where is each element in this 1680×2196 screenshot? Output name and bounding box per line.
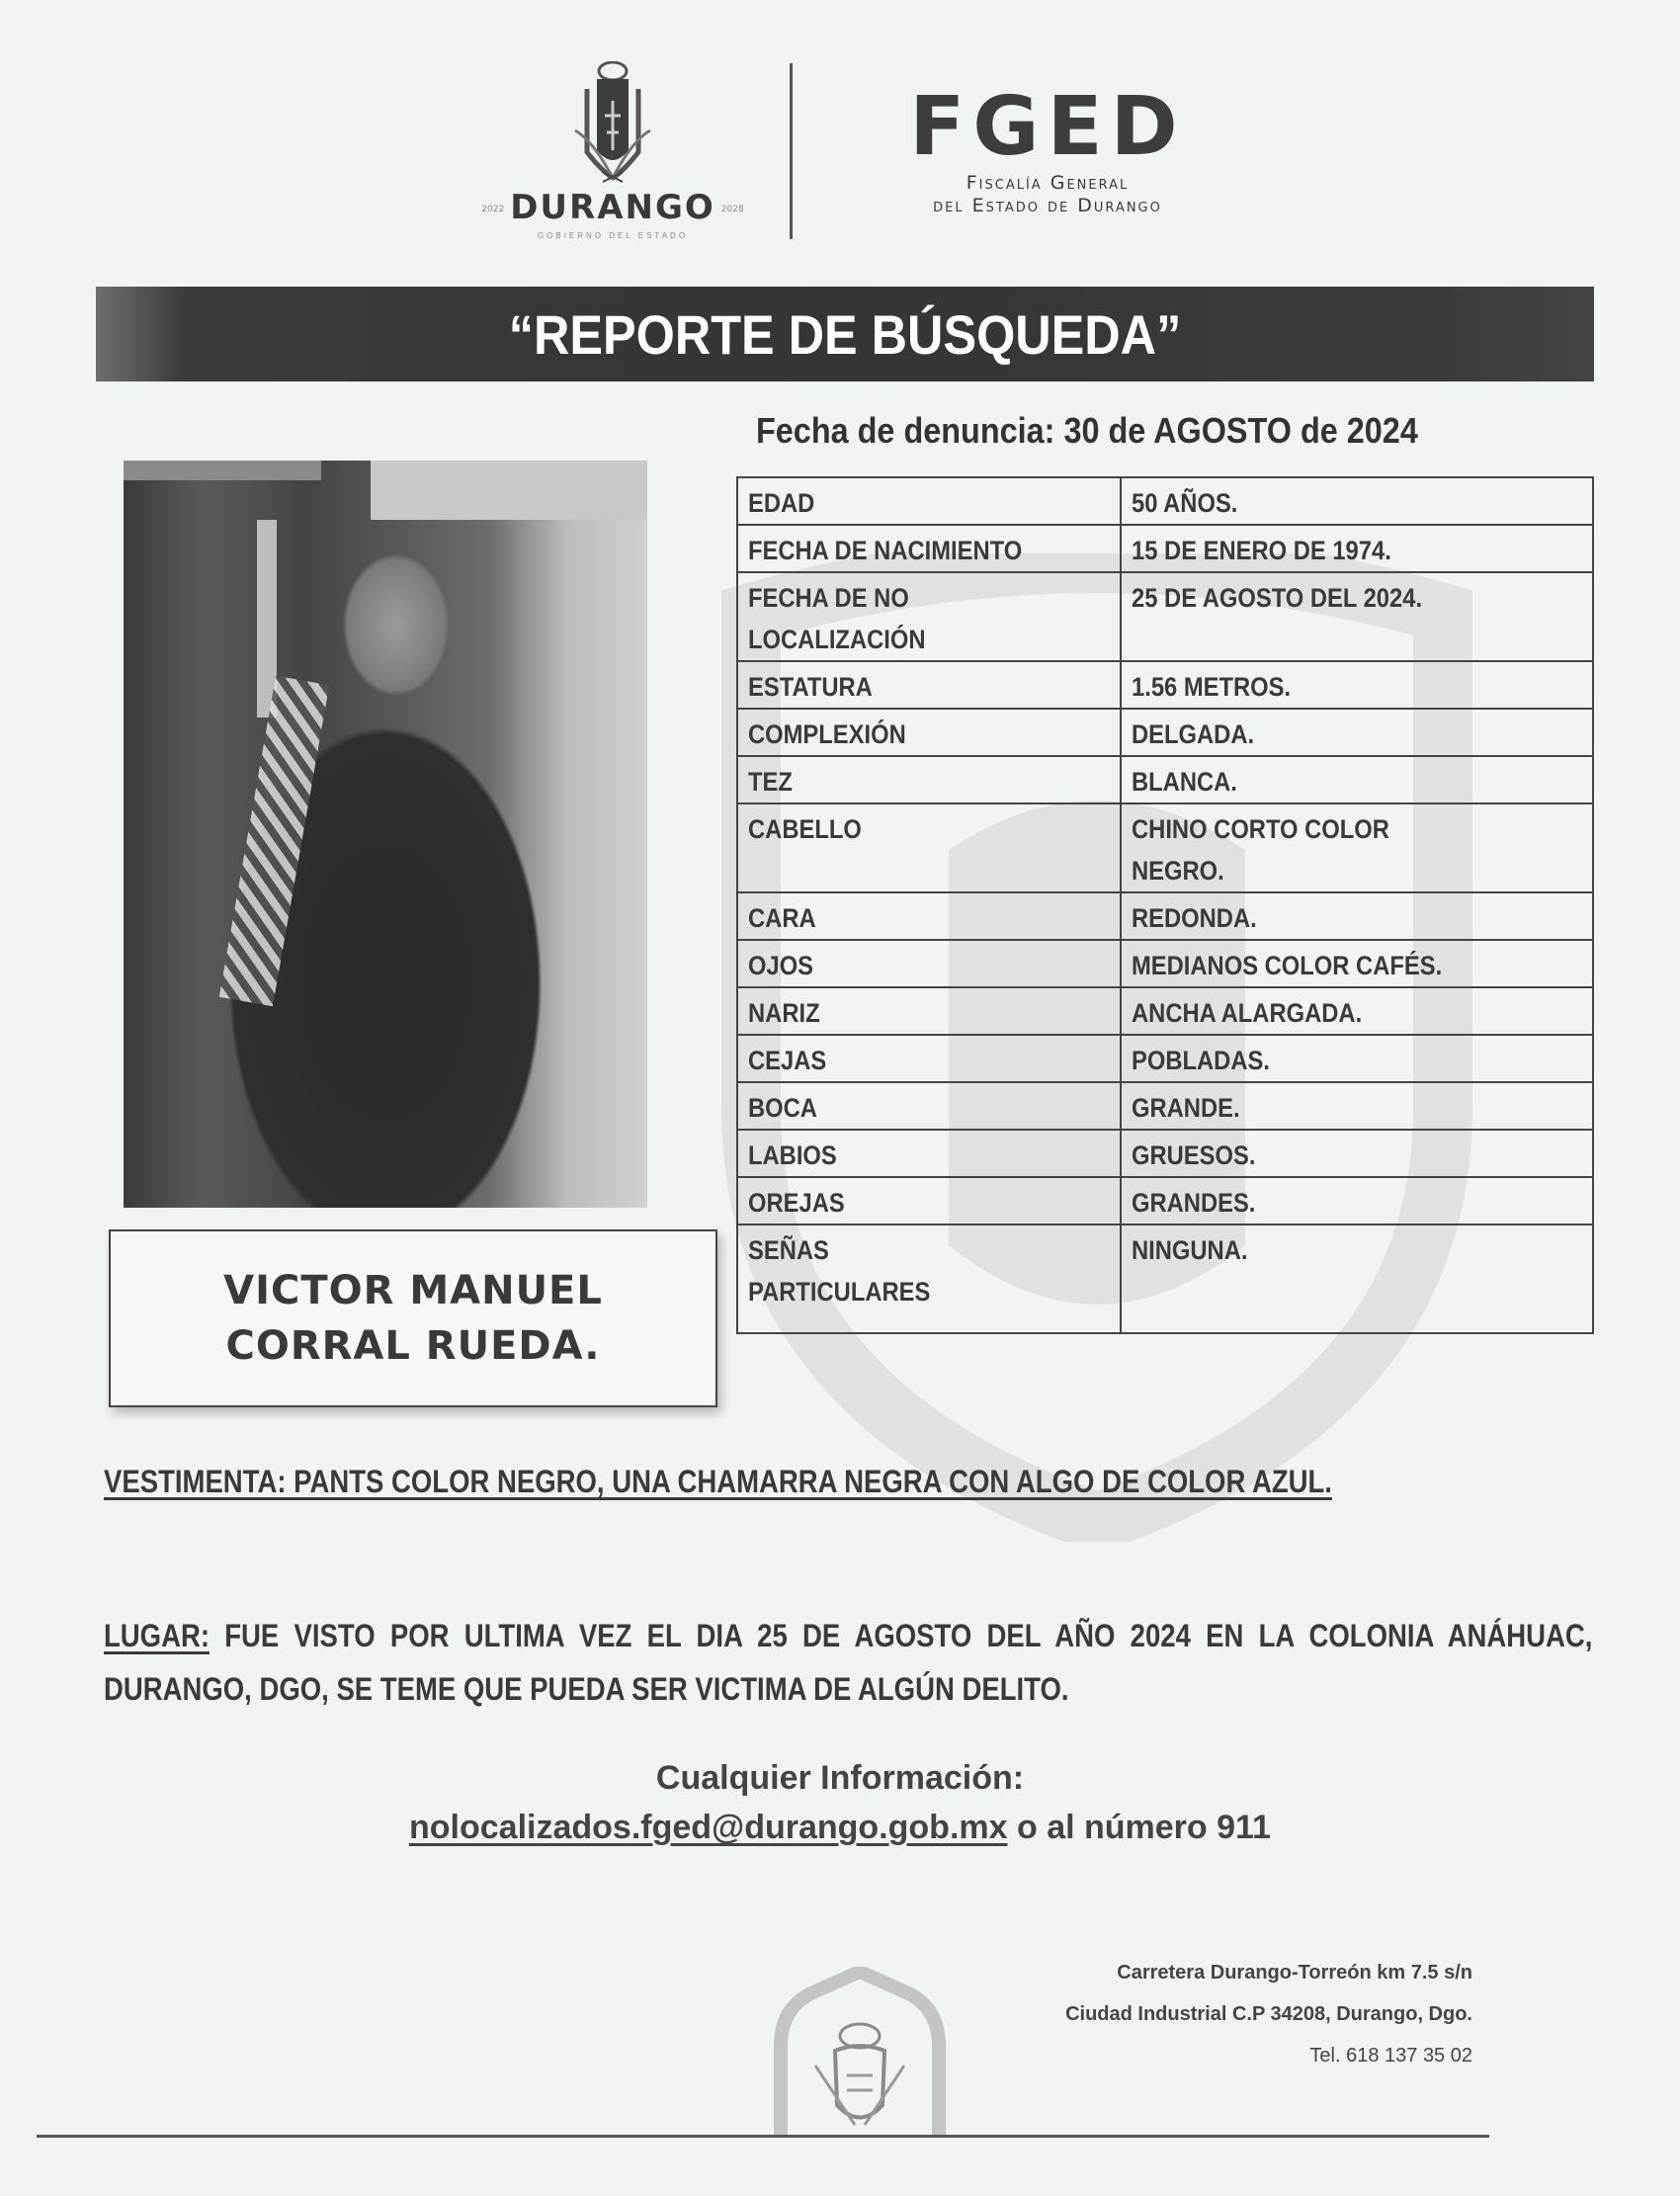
details-label-cell bbox=[737, 572, 1121, 661]
title-banner bbox=[96, 287, 1594, 381]
details-label-cell bbox=[737, 1177, 1121, 1225]
details-row bbox=[737, 1177, 1593, 1225]
fged-subtitle-line1: Fiscalía General bbox=[966, 172, 1130, 194]
details-label-cell bbox=[737, 477, 1121, 525]
durango-government-logo bbox=[455, 61, 771, 244]
details-label-cell bbox=[737, 987, 1121, 1035]
details-row bbox=[737, 1130, 1593, 1177]
details-label-cell bbox=[737, 756, 1121, 803]
details-row bbox=[737, 525, 1593, 572]
details-label: NARIZ bbox=[748, 998, 820, 1028]
details-row bbox=[737, 987, 1593, 1035]
details-value-cell bbox=[1121, 477, 1593, 525]
details-value: BLANCA. bbox=[1132, 767, 1237, 797]
person-name-box bbox=[109, 1229, 717, 1407]
details-label-cell bbox=[737, 803, 1121, 892]
address-line2: Ciudad Industrial C.P 34208, Durango, Dgo. bbox=[1065, 2003, 1472, 2025]
details-label-cell bbox=[737, 1035, 1121, 1082]
footer-address bbox=[1065, 1952, 1472, 2076]
details-value-cell bbox=[1121, 1177, 1593, 1225]
report-date: Fecha de denuncia: 30 de AGOSTO de 2024 bbox=[756, 410, 1418, 451]
details-value-cell bbox=[1121, 987, 1593, 1035]
details-value: REDONDA. bbox=[1132, 903, 1257, 933]
details-value-cell bbox=[1121, 940, 1593, 987]
details-label-cell bbox=[737, 525, 1121, 572]
details-label: CEJAS bbox=[748, 1046, 827, 1075]
contact-phone-text: o al número 911 bbox=[1007, 1809, 1271, 1846]
person-details-table bbox=[736, 476, 1594, 1334]
details-value: CHINO CORTO COLOR NEGRO. bbox=[1132, 814, 1389, 886]
details-label-cell bbox=[737, 892, 1121, 940]
durango-wordmark-text: DURANGO bbox=[510, 188, 715, 227]
details-value-cell bbox=[1121, 756, 1593, 803]
photo-background-detail bbox=[371, 461, 647, 520]
footer-phone: Tel. 618 137 35 02 bbox=[1309, 2045, 1472, 2067]
details-value: DELGADA. bbox=[1132, 719, 1255, 749]
details-label: SEÑAS PARTICULARES bbox=[748, 1235, 931, 1307]
details-label: OREJAS bbox=[748, 1188, 845, 1218]
fged-subtitle-line2: del Estado de Durango bbox=[933, 195, 1162, 216]
details-row bbox=[737, 709, 1593, 756]
details-value: 15 DE ENERO DE 1974. bbox=[1132, 536, 1391, 565]
year-right: 2028 bbox=[720, 204, 744, 214]
details-row bbox=[737, 940, 1593, 987]
details-row bbox=[737, 756, 1593, 803]
photo-background-detail bbox=[124, 461, 321, 480]
details-label: EDAD bbox=[748, 488, 815, 518]
details-label: TEZ bbox=[748, 767, 793, 797]
details-row bbox=[737, 661, 1593, 709]
details-value: GRUESOS. bbox=[1132, 1140, 1256, 1170]
details-value-cell bbox=[1121, 572, 1593, 661]
contact-email-link[interactable]: nolocalizados.fged@durango.gob.mx bbox=[409, 1809, 1008, 1846]
year-left: 2022 bbox=[481, 204, 505, 214]
details-label: COMPLEXIÓN bbox=[748, 719, 906, 749]
details-row bbox=[737, 572, 1593, 661]
details-value: ANCHA ALARGADA. bbox=[1132, 998, 1363, 1028]
details-label-cell bbox=[737, 1082, 1121, 1130]
details-value-cell bbox=[1121, 892, 1593, 940]
details-row bbox=[737, 803, 1593, 892]
details-value: 1.56 METROS. bbox=[1132, 672, 1292, 702]
details-label-cell bbox=[737, 1225, 1121, 1333]
details-value: GRANDE. bbox=[1132, 1093, 1240, 1123]
fged-subtitle bbox=[850, 172, 1245, 217]
details-label: FECHA DE NO LOCALIZACIÓN bbox=[748, 583, 926, 654]
last-seen-paragraph bbox=[104, 1609, 1592, 1716]
details-value: 50 AÑOS. bbox=[1132, 488, 1238, 518]
contact-heading: Cualquier Información: bbox=[655, 1759, 1025, 1797]
details-value-cell bbox=[1121, 525, 1593, 572]
person-name: VICTOR MANUEL CORRAL RUEDA. bbox=[223, 1268, 603, 1369]
details-value-cell bbox=[1121, 803, 1593, 892]
durango-wordmark bbox=[455, 188, 771, 227]
details-label: FECHA DE NACIMIENTO bbox=[748, 536, 1023, 565]
details-value-cell bbox=[1121, 661, 1593, 709]
details-row bbox=[737, 1082, 1593, 1130]
person-photo bbox=[124, 461, 647, 1208]
photo-scarf-detail bbox=[219, 676, 329, 1007]
details-row bbox=[737, 477, 1593, 525]
details-label-cell bbox=[737, 661, 1121, 709]
details-row bbox=[737, 1225, 1593, 1333]
durango-crest-icon bbox=[563, 61, 662, 185]
details-value: NINGUNA. bbox=[1132, 1235, 1248, 1265]
location-label: LUGAR: bbox=[104, 1618, 210, 1653]
header-divider bbox=[790, 63, 793, 239]
details-label-cell bbox=[737, 940, 1121, 987]
footer-divider bbox=[37, 2135, 1489, 2138]
details-table-body bbox=[737, 477, 1593, 1333]
details-label: CABELLO bbox=[748, 814, 862, 844]
details-value-cell bbox=[1121, 1130, 1593, 1177]
details-row bbox=[737, 1035, 1593, 1082]
details-value: MEDIANOS COLOR CAFÉS. bbox=[1132, 951, 1443, 980]
last-seen-location bbox=[104, 1609, 1596, 1716]
details-label-cell bbox=[737, 1130, 1121, 1177]
details-label: LABIOS bbox=[748, 1140, 837, 1170]
details-value: 25 DE AGOSTO DEL 2024. bbox=[1132, 583, 1423, 613]
details-label: BOCA bbox=[748, 1093, 817, 1123]
durango-subtitle: GOBIERNO DEL ESTADO bbox=[537, 231, 689, 240]
details-value: GRANDES. bbox=[1132, 1188, 1256, 1218]
clothing-description bbox=[104, 1455, 1596, 1508]
page-title: “REPORTE DE BÚSQUEDA” bbox=[508, 302, 1182, 366]
details-value-cell bbox=[1121, 1225, 1593, 1333]
clothing-text: VESTIMENTA: PANTS COLOR NEGRO, UNA CHAMARRA NEGRA CON ALGO DE COLOR AZUL. bbox=[104, 1464, 1332, 1499]
details-value-cell bbox=[1121, 1082, 1593, 1130]
details-label: ESTATURA bbox=[748, 672, 873, 702]
location-text: FUE VISTO POR ULTIMA VEZ EL DIA 25 DE AGOSTO DEL AÑO 2024 EN LA COLONIA ANÁHUAC, DURANGO, DGO, SE TEME QUE PUEDA SER VICTIMA DE ALGÚN DELITO. bbox=[104, 1618, 1593, 1707]
details-label: OJOS bbox=[748, 951, 814, 980]
fged-acronym: FGED bbox=[909, 80, 1186, 174]
state-seal-icon bbox=[766, 1967, 954, 2140]
contact-line bbox=[0, 1809, 1680, 1847]
details-value-cell bbox=[1121, 1035, 1593, 1082]
details-row bbox=[737, 892, 1593, 940]
details-label-cell bbox=[737, 709, 1121, 756]
address-line1: Carretera Durango-Torreón km 7.5 s/n bbox=[1117, 1962, 1472, 1984]
details-value: POBLADAS. bbox=[1132, 1046, 1270, 1075]
details-label: CARA bbox=[748, 903, 816, 933]
details-value-cell bbox=[1121, 709, 1593, 756]
